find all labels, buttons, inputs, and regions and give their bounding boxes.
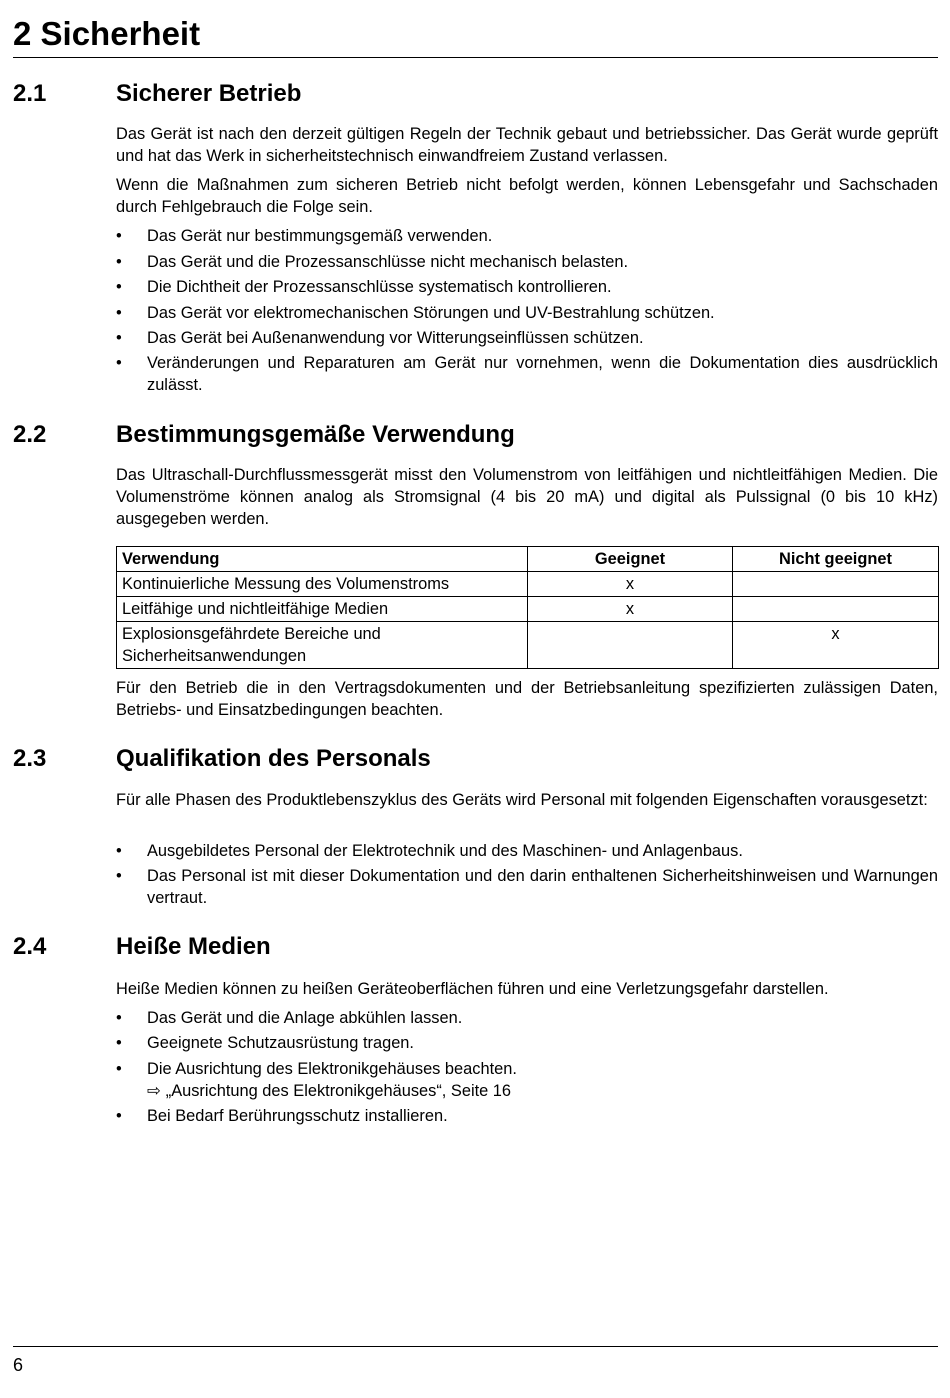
table-header-cell: Verwendung [117, 547, 528, 572]
usage-table [116, 546, 939, 669]
section-heading-2-3 [13, 744, 431, 774]
table-header-row [117, 547, 939, 572]
section-number: 2.3 [13, 745, 47, 772]
list-item: • Das Gerät und die Anlage abkühlen lassen. [116, 1007, 938, 1029]
list-item: • Das Gerät und die Prozessanschlüsse nicht mechanisch belasten. [116, 251, 938, 273]
table-cell: Leitfähige und nichtleitfähige Medien [117, 597, 528, 622]
paragraph: Das Ultraschall-Durchflussmessgerät misst den Volumenstrom von leitfähigen und nichtleitfähigen Medien. Die Volumenströme können analog als Stromsignal (4 bis 20 mA) und digital als Pulssignal (0 bis 10 kHz) ausgegeben werden. [116, 466, 938, 529]
bullet-icon: • [116, 1060, 122, 1078]
list-item: • Das Gerät bei Außenanwendung vor Witterungseinflüssen schützen. [116, 327, 938, 349]
list-item: • Das Personal ist mit dieser Dokumentation und den darin enthaltenen Sicherheitshinweisen und Warnungen vertraut. [116, 867, 938, 908]
list-item-text: Die Ausrichtung des Elektronikgehäuses beachten. [147, 1060, 517, 1078]
header-rule [13, 57, 938, 58]
crossref-text: „Ausrichtung des Elektronikgehäuses“, Seite 16 [165, 1082, 512, 1101]
bullet-icon: • [116, 278, 122, 296]
page-number: 6 [13, 1355, 24, 1375]
table-cell [733, 597, 939, 622]
paragraph: Für den Betrieb die in den Vertragsdokumenten und der Betriebsanleitung spezifizierten zulässigen Daten, Betriebs- und Einsatzbedingungen beachten. [116, 679, 938, 720]
list-item: • Bei Bedarf Berührungsschutz installieren. [116, 1105, 938, 1127]
table-row [117, 622, 939, 669]
arrow-right-outline-icon: ⇨ [147, 1082, 161, 1101]
bullet-icon: • [116, 227, 122, 245]
section-heading-2-4 [13, 932, 271, 962]
bullet-icon: • [116, 867, 122, 885]
bullet-icon: • [116, 304, 122, 322]
section-title: Sicherer Betrieb [116, 80, 302, 107]
table-cell [733, 572, 939, 597]
list-item: • Das Gerät nur bestimmungsgemäß verwenden. [116, 225, 938, 247]
list-item: • Die Dichtheit der Prozessanschlüsse systematisch kontrollieren. [116, 276, 938, 298]
list-item: • Veränderungen und Reparaturen am Gerät nur vornehmen, wenn die Dokumentation dies ausdrücklich zulässt. [116, 354, 938, 395]
section-number: 2.1 [13, 80, 47, 107]
list-item: • Ausgebildetes Personal der Elektrotechnik und des Maschinen- und Anlagenbaus. [116, 840, 938, 862]
table-cell: x [528, 572, 733, 597]
bullet-icon: • [116, 842, 122, 860]
bullet-icon: • [116, 1009, 122, 1027]
section-title: Bestimmungsgemäße Verwendung [116, 421, 515, 448]
table-cell [528, 622, 733, 669]
section-heading-2-1 [13, 79, 301, 109]
bullet-icon: • [116, 329, 122, 347]
footer-rule [13, 1346, 938, 1347]
section-title: Qualifikation des Personals [116, 745, 431, 772]
paragraph: Heiße Medien können zu heißen Geräteoberflächen führen und eine Verletzungsgefahr darstellen. [116, 980, 829, 998]
table-header-cell: Nicht geeignet [733, 547, 939, 572]
table-header-cell: Geeignet [528, 547, 733, 572]
list-item [116, 1058, 938, 1102]
list-item: • Das Gerät vor elektromechanischen Störungen und UV-Bestrahlung schützen. [116, 302, 938, 324]
table-cell: x [528, 597, 733, 622]
section-heading-2-2 [13, 420, 515, 450]
section-number: 2.2 [13, 421, 47, 448]
table-cell: Kontinuierliche Messung des Volumenstroms [117, 572, 528, 597]
paragraph: Das Gerät ist nach den derzeit gültigen Regeln der Technik gebaut und betriebssicher. Das Gerät wurde geprüft und hat das Werk in sicherheitstechnisch einwandfreiem Zustand verlassen. [116, 125, 938, 166]
list-item: • Geeignete Schutzausrüstung tragen. [116, 1032, 938, 1054]
table-cell: Explosionsgefährdete Bereiche und Sicherheitsanwendungen [117, 622, 528, 669]
table-row [117, 597, 939, 622]
table-row [117, 572, 939, 597]
section-number: 2.4 [13, 933, 47, 960]
paragraph: Für alle Phasen des Produktlebenszyklus des Geräts wird Personal mit folgenden Eigenschaften vorausgesetzt: [116, 791, 928, 809]
bullet-icon: • [116, 1034, 122, 1052]
bullet-icon: • [116, 354, 122, 372]
bullet-icon: • [116, 1107, 122, 1125]
section-title: Heiße Medien [116, 933, 271, 960]
paragraph: Wenn die Maßnahmen zum sicheren Betrieb nicht befolgt werden, können Lebensgefahr und Sachschaden durch Fehlgebrauch die Folge sein. [116, 176, 938, 217]
bullet-icon: • [116, 253, 122, 271]
crossref-link[interactable] [147, 1080, 938, 1102]
chapter-title: 2 Sicherheit [13, 15, 201, 52]
table-cell: x [733, 622, 939, 669]
